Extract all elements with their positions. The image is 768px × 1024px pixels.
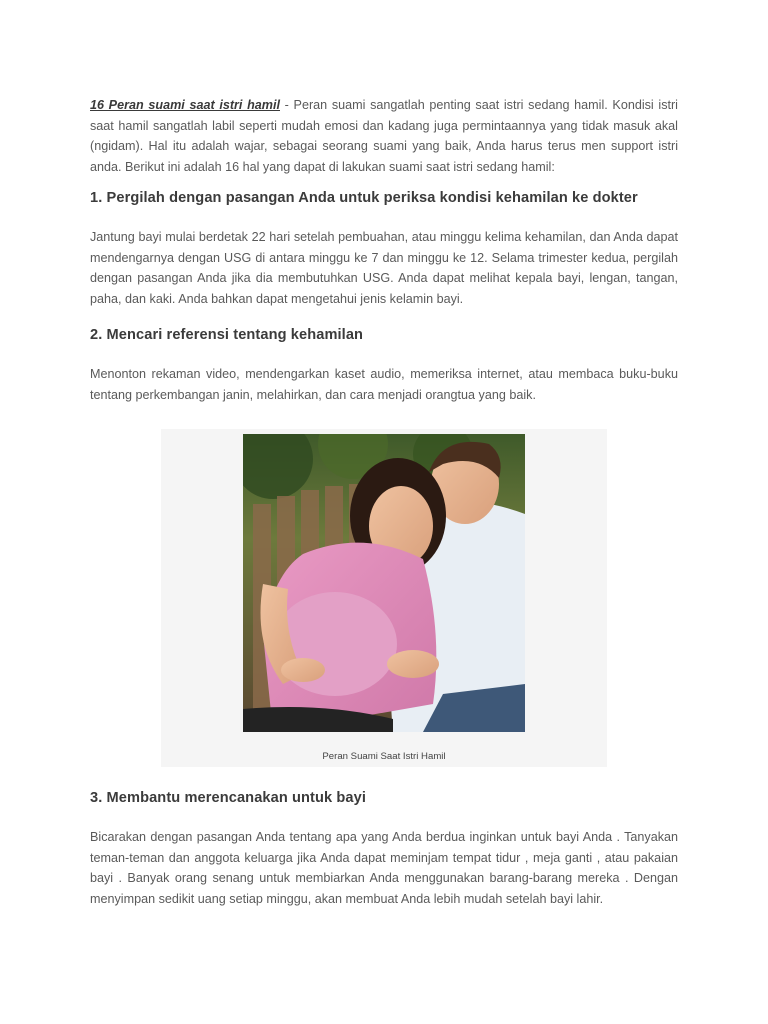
- intro-text: - Peran suami sangatlah penting saat istri sedang hamil. Kondisi istri saat hamil sangatlah labil seperti mudah emosi dan kadang juga permintaannya yang tidak masuk akal (ngidam). Hal itu adalah wajar, sebagai seorang suami yang baik, Anda harus terus men support istri anda. Berikut ini adalah 16 hal yang dapat di lakukan suami saat istri sedang hamil:: [90, 98, 678, 174]
- section-2-heading: 2. Mencari referensi tentang kehamilan: [90, 327, 364, 343]
- figure: [161, 429, 607, 767]
- figure-caption: Peran Suami Saat Istri Hamil: [322, 751, 446, 762]
- article-top: [90, 95, 678, 405]
- intro-paragraph: [90, 95, 678, 177]
- article-bottom: [90, 790, 678, 909]
- article-title-link[interactable]: 16 Peran suami saat istri hamil: [90, 98, 280, 112]
- section-3-heading: 3. Membantu merencanakan untuk bayi: [90, 790, 366, 806]
- section-1-body: Jantung bayi mulai berdetak 22 hari setelah pembuahan, atau minggu kelima kehamilan, dan Anda dapat mendengarnya dengan USG di antara minggu ke 7 dan minggu ke 12. Selama trimester kedua, pergilah dengan pasangan Anda jika dia membutuhkan USG. Anda dapat melihat kepala bayi, lengan, tangan, paha, dan kaki. Anda bahkan dapat mengetahui jenis kelamin bayi.: [90, 230, 678, 306]
- couple-photo: [243, 434, 525, 732]
- section-1-heading: 1. Pergilah dengan pasangan Anda untuk periksa kondisi kehamilan ke dokter: [90, 190, 638, 206]
- section-3-body: Bicarakan dengan pasangan Anda tentang apa yang Anda berdua inginkan untuk bayi Anda . Tanyakan teman-teman dan anggota keluarga jika Anda dapat meminjam tempat tidur , meja ganti , atau pakaian bayi . Banyak orang senang untuk membiarkan Anda menggunakan barang-barang mereka . Dengan menyimpan sedikit uang setiap minggu, akan membuat Anda lebih mudah setelah bayi lahir.: [90, 830, 678, 906]
- section-2-body: Menonton rekaman video, mendengarkan kaset audio, memeriksa internet, atau membaca buku-buku tentang perkembangan janin, melahirkan, dan cara menjadi orangtua yang baik.: [90, 367, 678, 402]
